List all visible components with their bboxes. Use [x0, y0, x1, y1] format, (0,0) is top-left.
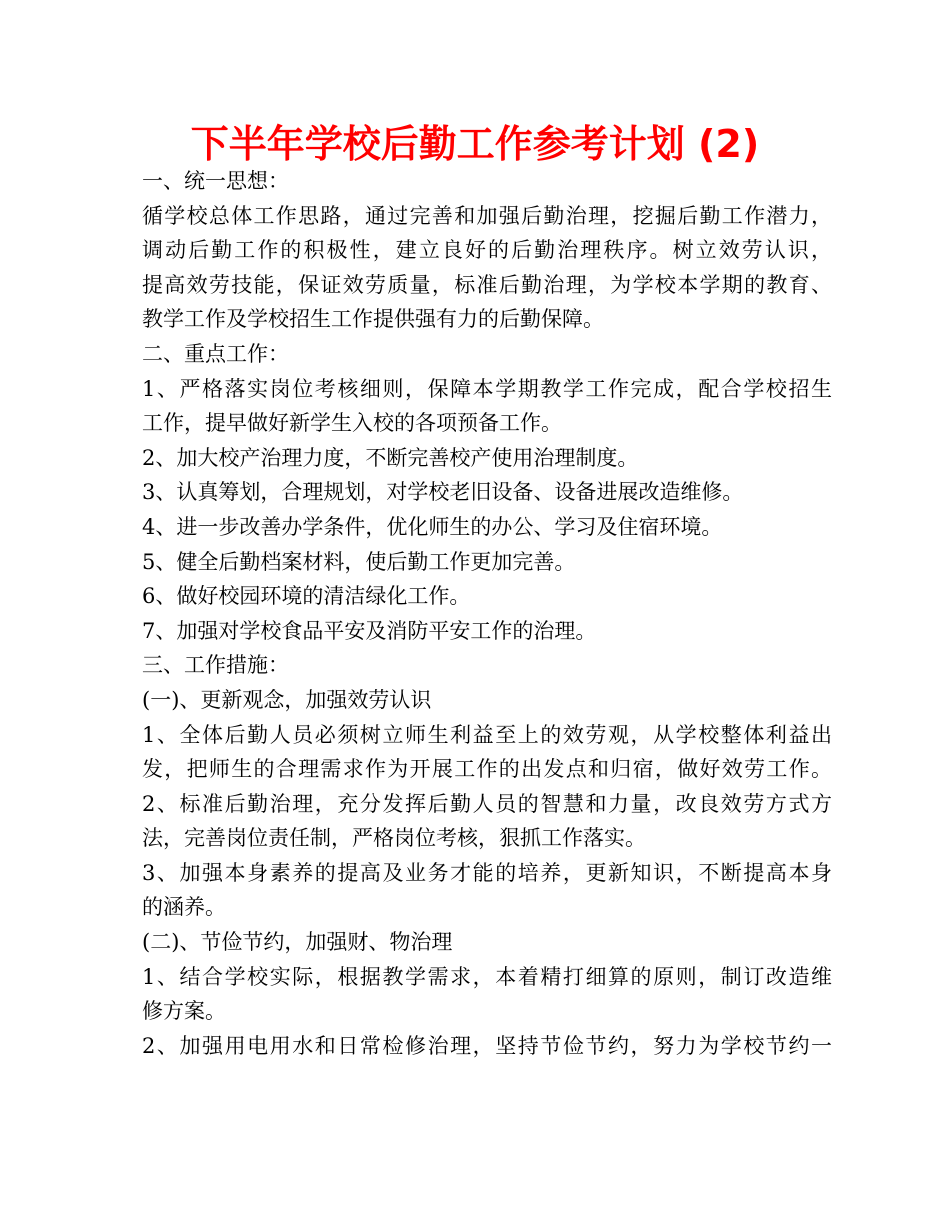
- document-title: 下半年学校后勤工作参考计划 (2): [190, 122, 760, 166]
- list-item: 2、加强用电用水和日常检修治理，坚持节俭节约，努力为学校节约一: [142, 1033, 832, 1058]
- section-heading: 三、工作措施：: [142, 653, 289, 678]
- paragraph-line: 循学校总体工作思路，通过完善和加强后勤治理，挖掘后勤工作潜力，: [142, 203, 832, 228]
- list-item-continuation: 发，把师生的合理需求作为开展工作的出发点和归宿，做好效劳工作。: [142, 757, 832, 782]
- section-heading: 一、统一思想：: [142, 169, 289, 193]
- paragraph-line: 提高效劳技能，保证效劳质量，标准后勤治理，为学校本学期的教育、: [142, 272, 832, 297]
- list-item: 5、健全后勤档案材料，使后勤工作更加完善。: [142, 549, 576, 574]
- section-heading: 二、重点工作：: [142, 341, 289, 366]
- subsection-heading: (二)、节俭节约，加强财、物治理: [142, 930, 453, 955]
- list-item: 2、加大校产治理力度，不断完善校产使用治理制度。: [142, 445, 639, 470]
- list-item-continuation: 工作，提早做好新学生入校的各项预备工作。: [142, 411, 562, 436]
- list-item: 2、标准后勤治理，充分发挥后勤人员的智慧和力量，改良效劳方式方: [142, 791, 832, 816]
- list-item: 1、全体后勤人员必须树立师生利益至上的效劳观，从学校整体利益出: [142, 722, 832, 747]
- list-item: 1、结合学校实际，根据教学需求，本着精打细算的原则，制订改造维: [142, 964, 832, 989]
- paragraph-line: 教学工作及学校招生工作提供强有力的后勤保障。: [142, 307, 604, 332]
- document-body: [142, 164, 832, 1063]
- list-item: 1、严格落实岗位考核细则，保障本学期教学工作完成，配合学校招生: [142, 376, 832, 401]
- list-item-continuation: 修方案。: [142, 999, 226, 1024]
- list-item: 7、加强对学校食品平安及消防平安工作的治理。: [142, 618, 597, 643]
- list-item: 3、认真筹划，合理规划，对学校老旧设备、设备进展改造维修。: [142, 480, 744, 505]
- list-item: 3、加强本身素养的提高及业务才能的培养，更新知识，不断提高本身: [142, 860, 832, 885]
- subsection-heading: (一)、更新观念，加强效劳认识: [142, 687, 432, 712]
- list-item-continuation: 法，完善岗位责任制，严格岗位考核，狠抓工作落实。: [142, 826, 646, 851]
- list-item: 4、进一步改善办学条件，优化师生的办公、学习及住宿环境。: [142, 514, 723, 539]
- paragraph-line: 调动后勤工作的积极性，建立良好的后勤治理秩序。树立效劳认识，: [142, 238, 832, 263]
- list-item-continuation: 的涵养。: [142, 895, 226, 920]
- list-item: 6、做好校园环境的清洁绿化工作。: [142, 584, 471, 609]
